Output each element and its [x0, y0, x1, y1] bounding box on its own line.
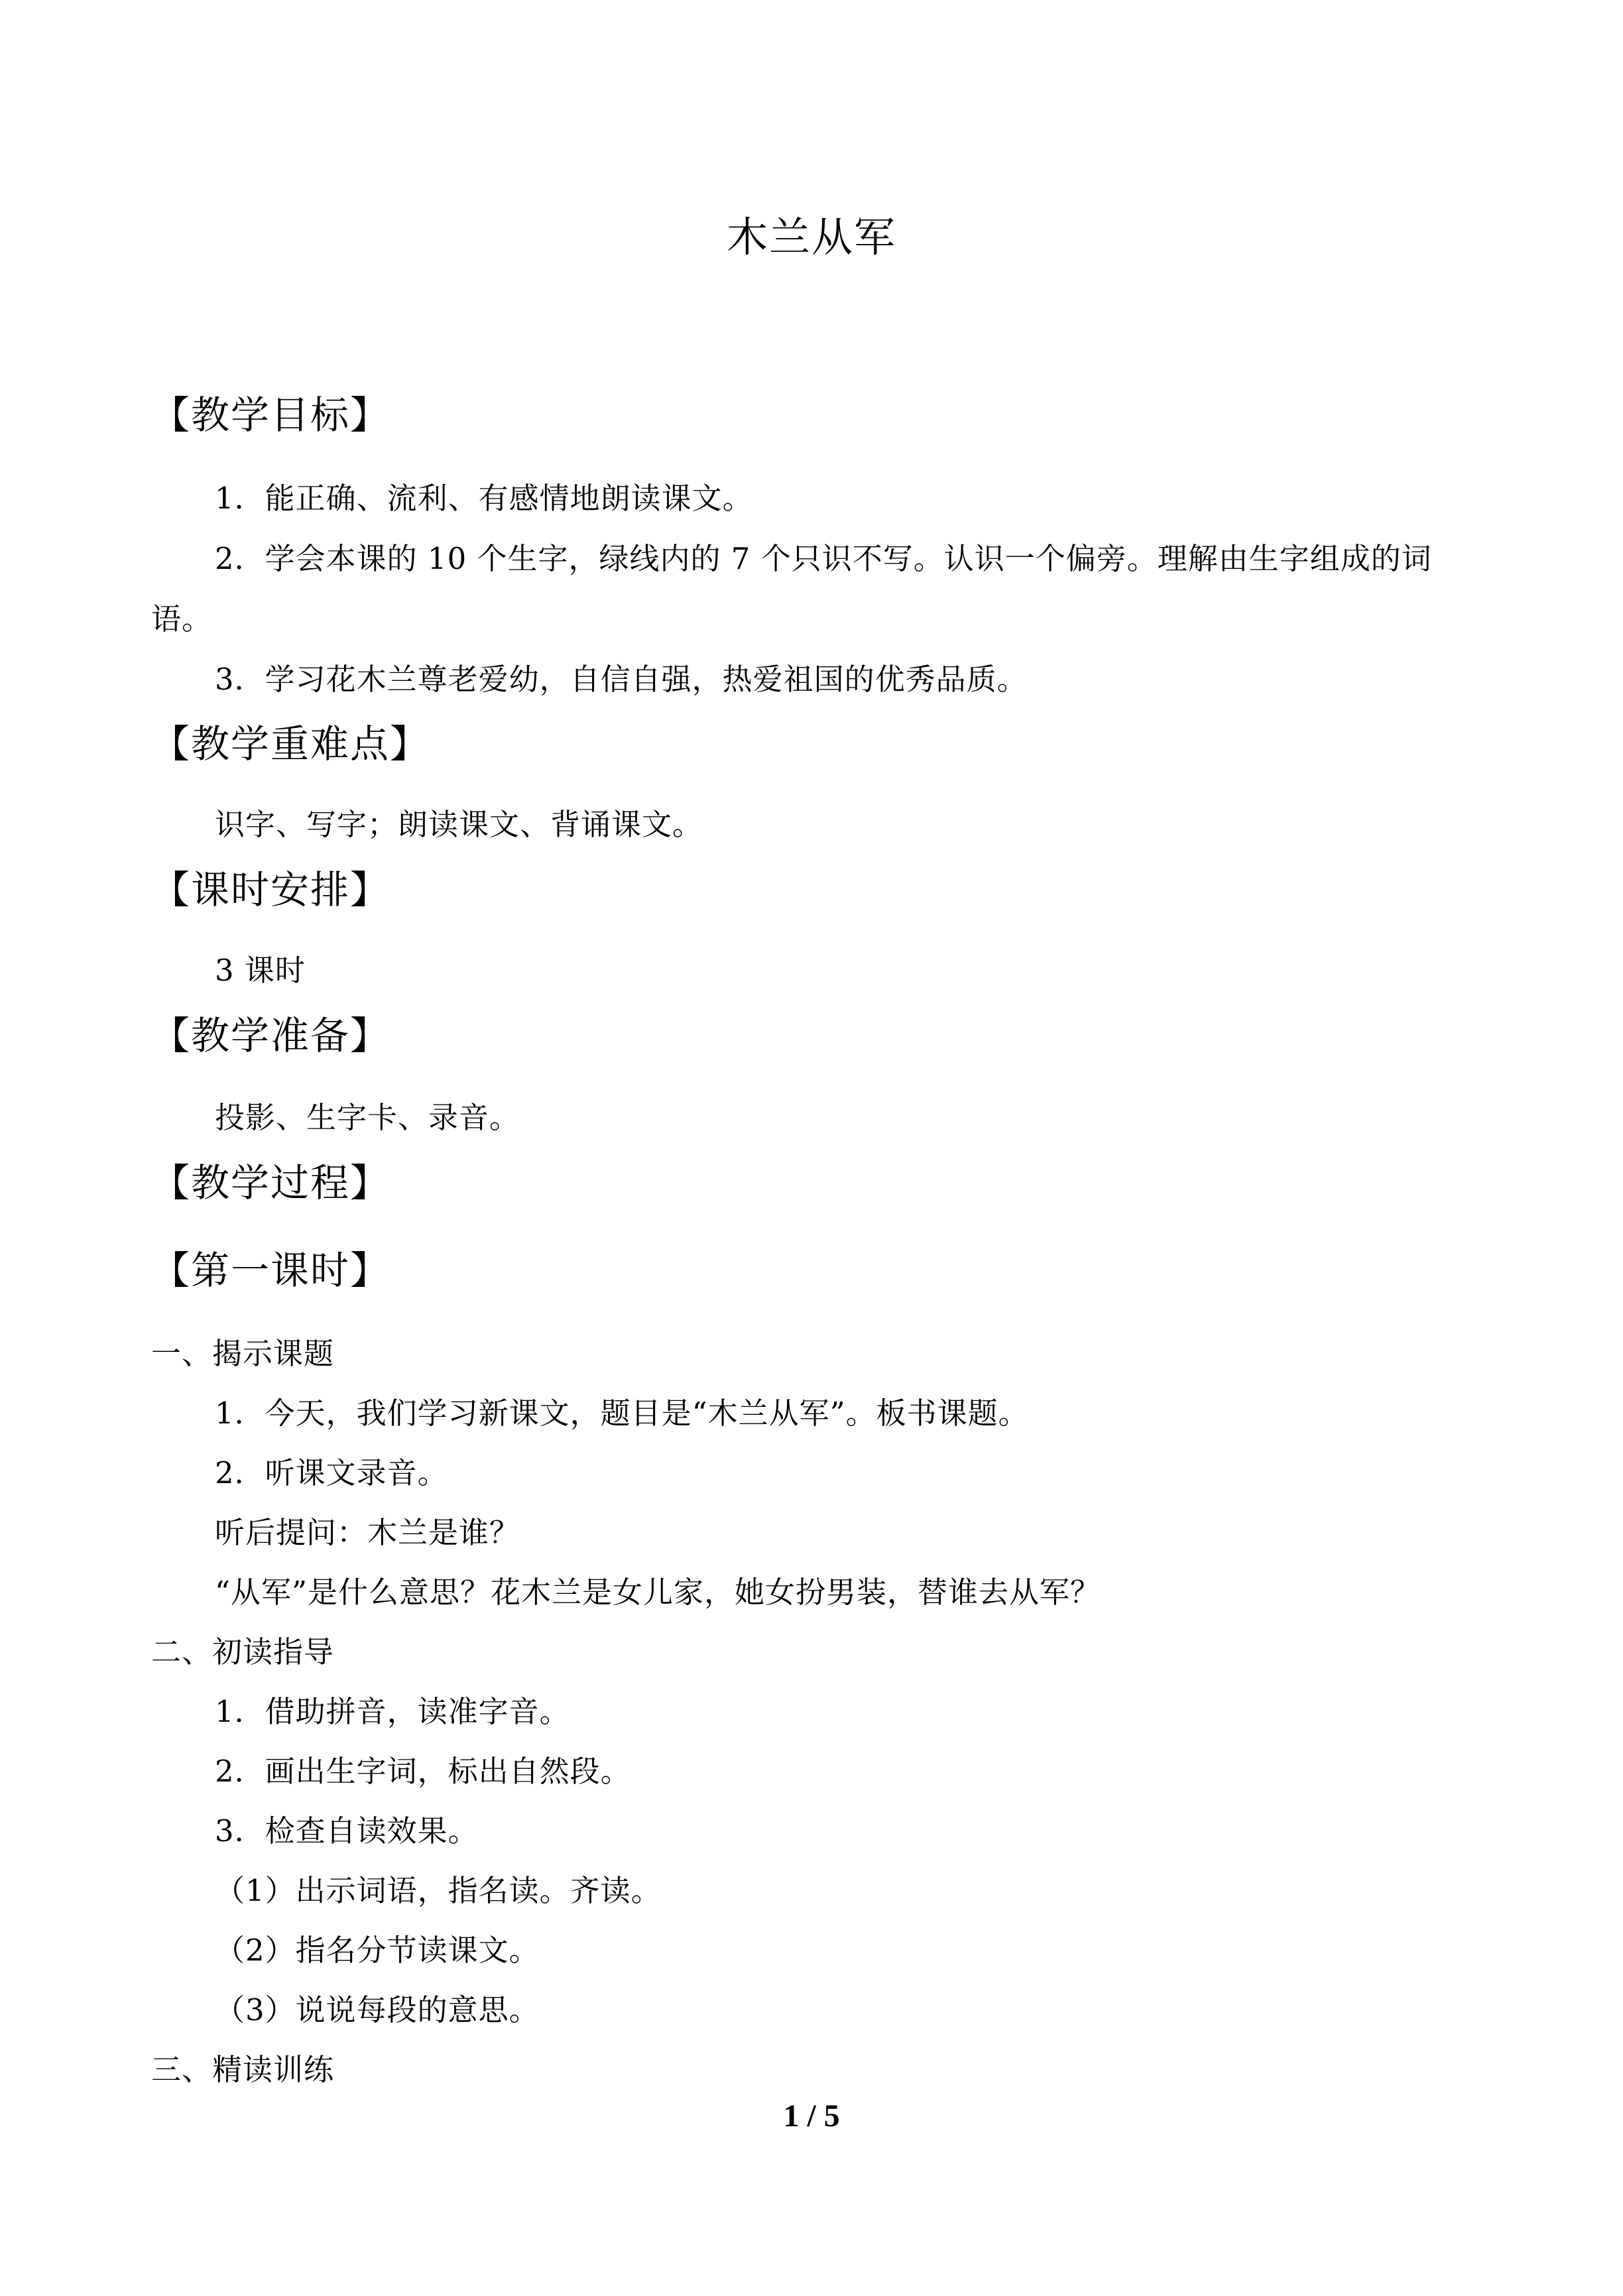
part2-line-3: 3．检查自读效果。: [215, 1813, 479, 1848]
document-title: 木兰从军: [726, 213, 896, 261]
preparation-heading: 【教学准备】: [151, 1013, 391, 1058]
part2-line-1: 1．借助拼音，读准字音。: [215, 1694, 570, 1729]
part2-line-4: （1）出示词语，指名读。齐读。: [215, 1873, 662, 1908]
part2-line-2: 2．画出生字词，标出自然段。: [215, 1754, 631, 1789]
part1-line-2: 2．听课文录音。: [215, 1455, 448, 1490]
goals-item-3: 3．学习花木兰尊老爱幼，自信自强，热爱祖国的优秀品质。: [215, 662, 1028, 697]
goals-item-1: 1．能正确、流利、有感情地朗读课文。: [215, 481, 753, 516]
part2-title: 二、初读指导: [151, 1634, 335, 1669]
key-points-text: 识字、写字；朗读课文、背诵课文。: [215, 807, 703, 842]
part1-line-3: 听后提问：木兰是谁？: [215, 1515, 520, 1550]
schedule-heading: 【课时安排】: [151, 867, 391, 912]
preparation-text: 投影、生字卡、录音。: [215, 1100, 520, 1135]
key-points-heading: 【教学重难点】: [151, 721, 430, 766]
goals-heading: 【教学目标】: [151, 393, 391, 438]
part1-line-1: 1．今天，我们学习新课文，题目是“木兰从军”。板书课题。: [215, 1396, 1029, 1431]
lesson1-heading: 【第一课时】: [151, 1248, 391, 1293]
part2-line-5: （2）指名分节读课文。: [215, 1933, 540, 1968]
process-heading: 【教学过程】: [151, 1160, 391, 1205]
part1-line-4: “从军”是什么意思？花木兰是女儿家，她女扮男装，替谁去从军？: [215, 1575, 1101, 1610]
part1-title: 一、揭示课题: [151, 1336, 335, 1371]
goals-item-2: 2．学会本课的 10 个生字，绿线内的 7 个只识不写。认识一个偏旁。理解由生字组成的词: [215, 541, 1432, 576]
goals-item-2-continued: 语。: [151, 601, 213, 636]
part2-line-6: （3）说说每段的意思。: [215, 1992, 540, 2027]
part3-title: 三、精读训练: [151, 2052, 335, 2087]
page-number: 1 / 5: [783, 2098, 840, 2134]
schedule-text: 3 课时: [215, 953, 306, 988]
